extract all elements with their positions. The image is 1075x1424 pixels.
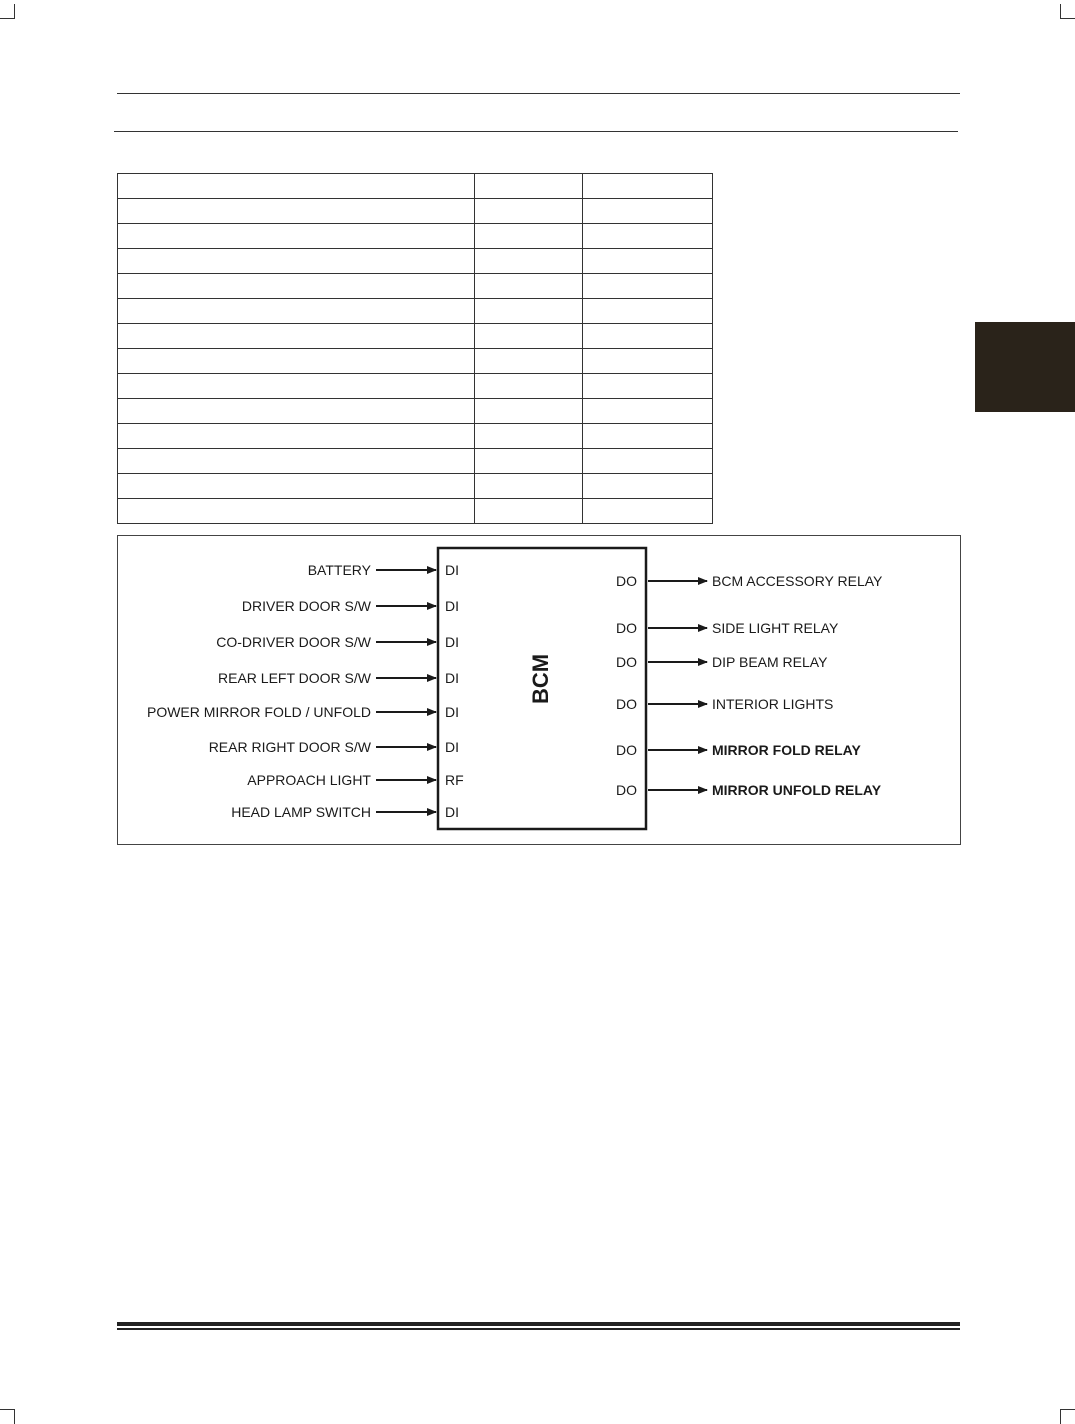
table-row (118, 274, 713, 299)
table-cell (475, 374, 583, 399)
table-row (118, 449, 713, 474)
table-cell (583, 374, 713, 399)
input-label: DRIVER DOOR S/W (241, 598, 371, 614)
input-label: APPROACH LIGHT (247, 772, 371, 788)
table-row (118, 399, 713, 424)
table-cell (118, 274, 475, 299)
table-cell (475, 499, 583, 524)
table-row (118, 224, 713, 249)
crop-mark-bottom-left (0, 1409, 15, 1424)
input-label: POWER MIRROR FOLD / UNFOLD (146, 704, 371, 720)
table-row (118, 374, 713, 399)
output-label: BCM ACCESSORY RELAY (712, 573, 883, 589)
table-cell (475, 399, 583, 424)
table-cell (118, 249, 475, 274)
table-cell (475, 199, 583, 224)
input-signals (147, 562, 464, 820)
output-label: INTERIOR LIGHTS (712, 696, 834, 712)
output-label: SIDE LIGHT RELAY (712, 620, 839, 636)
footer-rule (117, 1322, 960, 1326)
output-label: DIP BEAM RELAY (712, 654, 828, 670)
output-label: MIRROR FOLD RELAY (712, 742, 861, 758)
input-label: HEAD LAMP SWITCH (231, 804, 371, 820)
table-cell (475, 449, 583, 474)
output-label: MIRROR UNFOLD RELAY (712, 782, 882, 798)
table-cell (118, 399, 475, 424)
input-port-label: DI (445, 670, 459, 686)
table-row (118, 349, 713, 374)
table-cell (583, 399, 713, 424)
table-cell (583, 274, 713, 299)
input-port-label: DI (445, 562, 459, 578)
input-label: REAR RIGHT DOOR S/W (208, 739, 371, 755)
output-port-label: DO (616, 742, 637, 758)
table-cell (118, 174, 475, 199)
table-cell (118, 449, 475, 474)
input-label: BATTERY (307, 562, 371, 578)
table-cell (583, 449, 713, 474)
table-cell (583, 499, 713, 524)
input-label: CO-DRIVER DOOR S/W (216, 634, 371, 650)
table-cell (475, 224, 583, 249)
bcm-diagram (117, 535, 961, 845)
table-cell (475, 424, 583, 449)
table-row (118, 474, 713, 499)
input-label: REAR LEFT DOOR S/W (218, 670, 371, 686)
table-cell (583, 199, 713, 224)
header-rule-lower (114, 131, 958, 132)
table-row (118, 499, 713, 524)
table-cell (118, 224, 475, 249)
crop-mark-bottom-right (1060, 1409, 1075, 1424)
table-cell (118, 424, 475, 449)
table-cell (475, 324, 583, 349)
bcm-module-label: BCM (528, 653, 553, 705)
table-row (118, 174, 713, 199)
table-cell (583, 474, 713, 499)
section-tab (975, 322, 1075, 412)
output-port-label: DO (616, 620, 637, 636)
input-port-label: DI (445, 804, 459, 820)
output-port-label: DO (616, 782, 637, 798)
output-port-label: DO (616, 573, 637, 589)
crop-mark-top-right (1060, 4, 1075, 19)
table-cell (583, 424, 713, 449)
table-cell (583, 224, 713, 249)
input-port-label: DI (445, 739, 459, 755)
table-cell (475, 274, 583, 299)
footer-rule-thin (117, 1328, 960, 1330)
input-port-label: DI (445, 704, 459, 720)
table-row (118, 249, 713, 274)
table-cell (583, 299, 713, 324)
input-port-label: DI (445, 634, 459, 650)
table-cell (475, 249, 583, 274)
table-cell (475, 349, 583, 374)
table-cell (118, 374, 475, 399)
table-cell (583, 174, 713, 199)
table-cell (118, 324, 475, 349)
table-cell (118, 299, 475, 324)
spec-table (117, 173, 713, 524)
output-port-label: DO (616, 696, 637, 712)
table-cell (475, 299, 583, 324)
input-port-label: RF (445, 772, 464, 788)
output-signals (616, 573, 883, 798)
table-cell (118, 349, 475, 374)
table-cell (583, 249, 713, 274)
input-port-label: DI (445, 598, 459, 614)
bcm-diagram-svg (118, 536, 960, 844)
header-rule (117, 93, 960, 94)
table-row (118, 424, 713, 449)
table-row (118, 199, 713, 224)
output-port-label: DO (616, 654, 637, 670)
table-row (118, 324, 713, 349)
table-cell (475, 474, 583, 499)
table-cell (475, 174, 583, 199)
table-cell (118, 474, 475, 499)
table-cell (583, 324, 713, 349)
crop-mark-top-left (0, 4, 15, 19)
table-cell (118, 199, 475, 224)
table-row (118, 299, 713, 324)
table-cell (118, 499, 475, 524)
table-cell (583, 349, 713, 374)
